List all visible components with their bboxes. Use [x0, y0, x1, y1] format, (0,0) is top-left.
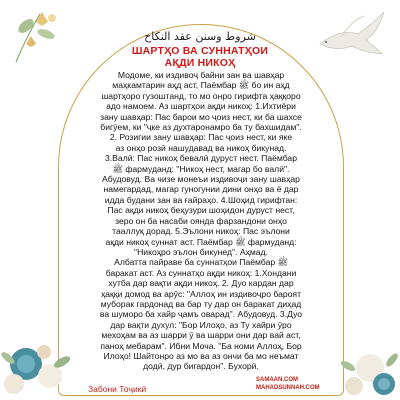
body-line: мехоҳам ва аз шарри ӯ ва шарри они дар вай аст,	[101, 330, 301, 341]
footer-language-label: Забони Тоҷикӣ	[88, 384, 147, 394]
title-line-2: АҚДИ НИКОҲ	[164, 57, 236, 69]
website-link-2[interactable]: MAHADSUNNAH.COM	[256, 385, 320, 391]
body-line: намегардад, магар гуногунии дини онҳо ва ё дар	[103, 184, 299, 195]
body-line: зану шавҳар: Пас барои мо ҷоиз нест, ки ба шахсе	[100, 111, 302, 122]
body-line: аз онҳо розӣ нашудавад ва никоҳ бикунад.	[115, 142, 287, 153]
body-line: ﷺ фармуданд: "Никоҳ нест, магар бо валӣ".	[112, 163, 290, 174]
body-line: баракат аст. Аз суннатҳо ақди никоҳ: 1.Хондани	[105, 267, 297, 278]
body-line: ва шуморо ба хайр ҷамъ оварад". Абудовуд. 3.Дуо	[99, 309, 303, 320]
page-title	[0, 45, 400, 69]
body-line: адо намоем. Аз шартҳои ақди никоҳ: 1.Ихтиёри	[106, 101, 296, 112]
body-line: "Никоҳро эълон бикунед". Аҳмад.	[134, 246, 268, 257]
body-line: Модоме, ки издивоҷ байни зан ва шавҳар	[117, 70, 285, 80]
flower-bouquet-icon	[0, 318, 82, 396]
body-line: хутба дар вақти ақди никоҳ. 2. Дуо кардан дар	[108, 278, 294, 289]
website-link-1[interactable]: SAMAAN.COM	[256, 377, 298, 383]
body-line: паноҳ мебарам". Ибни Моча. "Ба номи Аллоҳ, Бор	[100, 340, 302, 351]
body-line: дар вақти духул: "Бор Илоҳо, аз Ту хайри ӯро	[110, 319, 292, 330]
body-line: тааллуқ дорад. 5.Эълони никоҳ: Пас эълони	[112, 226, 290, 237]
body-text	[72, 70, 330, 372]
body-line: Абудовуд. Ва чизе монеъи издивоҷи зану шавҳар	[102, 174, 300, 185]
body-line: шартҳоро гузоштанд, то мо онро гирифта ҳаққоро	[101, 90, 301, 101]
footer-websites	[256, 376, 320, 392]
body-line: 3.Валӣ: Пас никоҳ бевалӣ дуруст нест. Паёмбар	[105, 153, 297, 164]
body-line: Албатта пайраве ба суннатҳои Паёмбар ﷺ	[114, 257, 288, 268]
body-line: муборак гардонад ва бар ту дар он баракат диҳад	[100, 298, 302, 309]
body-line: Илоҳо! Шайтонро аз мо ва аз ончи ба мо неъмат	[103, 350, 299, 361]
flower-corner-icon	[318, 330, 400, 400]
body-line: зеро он ба насаби оянда фарзандони онҳо	[115, 215, 287, 226]
body-line: додӣ, дур бигардон". Бухорӣ.	[143, 361, 259, 372]
body-line: ҳаққи домод ва арӯс: "Аллоҳ ин издивоҷро бароят	[100, 288, 302, 299]
title-line-1: ШАРТҲО ВА СУННАТҲОИ	[131, 45, 269, 57]
body-line: 2. Розигии зану шавҳар: Пас ҷоиз нест, ки яке	[109, 132, 293, 143]
arabic-title: شروط وسنن عقد النكاح	[144, 30, 256, 43]
body-line: идда будани зан ва ғайраҳо. 4.Шоҳид гирифтан:	[104, 194, 298, 205]
body-line: маҳкамтарин аҳд аст, Паёмбар ﷺ бо ин аҳд	[112, 80, 290, 91]
body-line: бигӯем, ки "ҷке аз духтаронамро ба ту бахшидам".	[100, 122, 302, 133]
body-line: ақди никоҳ суннат аст. Паёмбар ﷺ фармуданд:	[105, 236, 297, 247]
body-line: Пас ақди никоҳ беҳузури шоҳидон дуруст нест,	[107, 205, 295, 216]
